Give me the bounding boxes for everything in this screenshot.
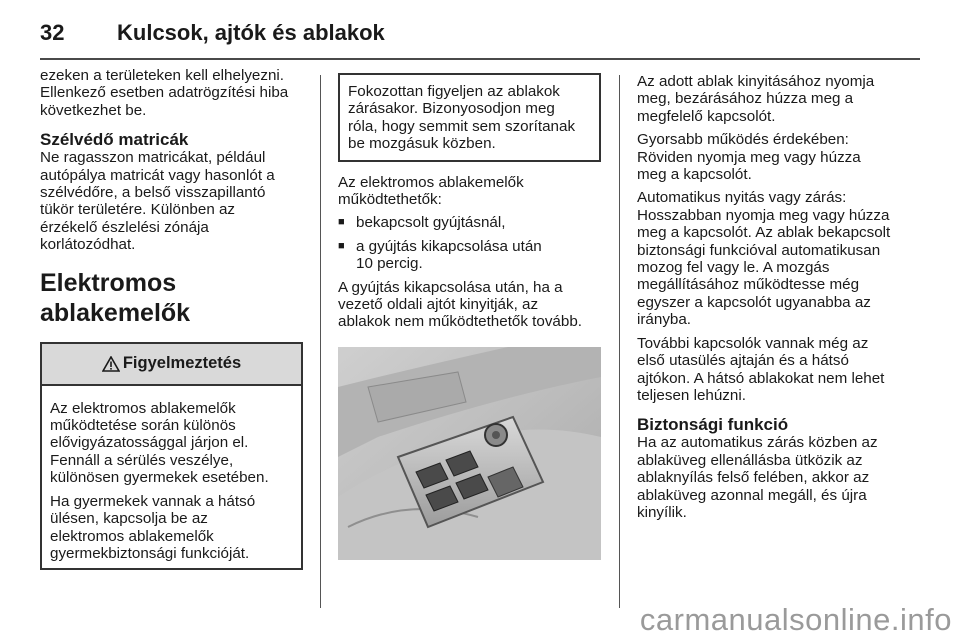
header-divider <box>40 58 920 60</box>
warning-paragraph-2: Ha gyermekek vannak a hátsó ülésen, kapcsolja be az elektromos ablakemelők gyermekbiztonsági funkcióját. <box>50 492 256 562</box>
condition-list <box>338 214 601 272</box>
right-paragraph-4: További kapcsolók vannak még az első utasülés ajtaján és a hátsó ajtókon. A hátsó ablakokat nem lehet teljesen lehúzni. <box>637 334 885 404</box>
intro-text: ezeken a területeken kell elhelyezni. Ellenkező esetben adatrögzítési hiba következhet be. <box>40 67 289 119</box>
after-ignition-text: A gyújtás kikapcsolása után, ha a vezető oldali ajtót kinyitják, az ablakok nem működtethetők tovább. <box>338 278 582 331</box>
right-paragraph-2: Gyorsabb működés érdekében: Röviden nyomja meg vagy húzza meg a kapcsolót. <box>637 131 861 184</box>
right-paragraph-3: Automatikus nyitás vagy zárás: Hosszabban nyomja meg vagy húzza meg a kapcsolót. Az ablak bekapcsolt biztonsági funkcióval automatikusan mozog fel vagy le. A mozgás megállításához működtesse még egyszer a kapcsolót ugyanabba az irányba. <box>637 189 891 329</box>
note-text: Fokozottan figyeljen az ablakok zárásakor. Bizonyosodjon meg róla, hogy semmit sem szorítanak be mozgásuk közben. <box>348 83 576 153</box>
warning-box <box>40 342 303 571</box>
warning-triangle-icon <box>102 356 120 372</box>
list-item: ■ bekapcsolt gyújtásnál, <box>338 214 601 231</box>
windshield-text: Ne ragasszon matricákat, például autópálya matricát vagy hasonlót a szélvédőre, a belső visszapillantó tükör területére. Különben az érzékelő észlelési zónája korlátozódhat. <box>40 149 275 254</box>
safety-text: Ha az automatikus zárás közben az ablaküveg ellenállásba ütközik az ablaknyílás felső felében, akkor az ablaküveg azonnal megáll, és újra kinyílik. <box>637 434 878 521</box>
page-number: 32 <box>40 20 65 45</box>
right-paragraph-1: Az adott ablak kinyitásához nyomja meg, bezárásához húzza meg a megfelelő kapcsolót. <box>637 73 875 125</box>
page-title: Kulcsok, ajtók és ablakok <box>117 20 385 45</box>
operable-intro: Az elektromos ablakemelők működtethetők: <box>338 173 524 209</box>
middle-column <box>338 73 601 564</box>
watermark: carmanualsonline.info <box>639 602 952 637</box>
column-divider-left <box>320 75 321 608</box>
column-divider-right <box>619 75 620 608</box>
section-heading: Elektromos ablakemelők <box>40 268 191 327</box>
warning-title: Figyelmeztetés <box>122 353 242 372</box>
warning-body <box>42 386 301 569</box>
note-box <box>338 73 601 162</box>
windshield-heading: Szélvédő matricák <box>40 130 189 150</box>
warning-paragraph-1: Az elektromos ablakemelők működtetése során különös elővigyázatossággal járjon el. Fennáll a sérülés veszélye, különösen gyermekek esetében. <box>50 399 269 487</box>
window-switch-photo <box>338 347 601 560</box>
list-item: ■ a gyújtás kikapcsolása után 10 percig. <box>338 238 601 273</box>
left-column <box>40 67 303 570</box>
safety-heading: Biztonsági funkció <box>637 415 789 435</box>
warning-header <box>42 342 301 386</box>
right-column <box>637 73 920 527</box>
